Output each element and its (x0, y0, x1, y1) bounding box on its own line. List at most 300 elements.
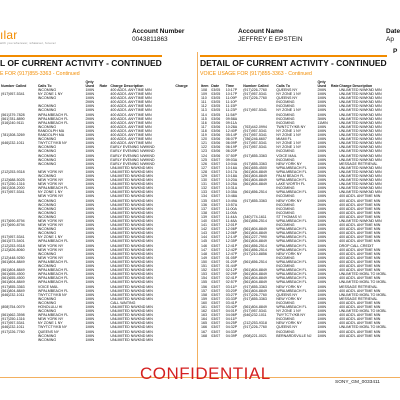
column-header: Charge (175, 84, 188, 88)
table-cell: INCOMING (37, 198, 57, 203)
table-cell: (561)804-8849 (243, 178, 267, 183)
bates-number: SONY_GM_0033411 (335, 380, 380, 385)
table-cell: (212)448-9250 (1, 255, 25, 260)
table-cell: 06:19P (225, 145, 238, 150)
table-cell: WPALMBEACH FL (276, 304, 307, 309)
table-cell: INCOMING (276, 202, 295, 207)
table-cell: 03/07 (211, 190, 221, 195)
table-cell: 11:10P (225, 100, 237, 105)
table-cell: 03/07 (211, 317, 221, 322)
table-cell: 1MIN (85, 157, 95, 162)
table-cell: 12:47P (225, 251, 238, 256)
table-cell: 1MIN (85, 317, 95, 322)
table-cell: 1MIN (317, 300, 327, 305)
table-cell: UNLIMITED N/WKND MIN (339, 128, 382, 133)
table-cell: 145 (201, 239, 207, 244)
left-section-subtitle: E FOR (917)855-3363 - Continued (0, 71, 80, 77)
table-cell: 1MIN (317, 313, 327, 318)
table-cell: 03:27P (225, 292, 238, 297)
table-cell: 1MIN (317, 104, 327, 109)
table-cell: (917)690-8794 (1, 223, 25, 228)
table-cell: 12:06P (225, 227, 238, 232)
right-usage-table-container (200, 80, 400, 370)
table-cell: INCOMING (37, 173, 57, 178)
table-cell: 117 (201, 124, 207, 129)
table-cell: UNLIMITED N/WKND MIN (110, 292, 153, 297)
table-cell: 03/07 (211, 272, 221, 277)
table-cell: 1MIN (317, 145, 327, 150)
left-table-body (0, 88, 196, 342)
table-cell: 165 (201, 321, 207, 326)
table-cell: 1MIN (317, 288, 327, 293)
table-cell: 12:41P (225, 243, 238, 248)
table-cell: UNLIMITED N/WKND MIN (110, 304, 153, 309)
column-header: Charge Description (339, 84, 373, 88)
table-cell: UNLIMITED N/WKND MIN (339, 108, 382, 113)
table-cell: UNLIMITED N/WKND MIN (110, 239, 153, 244)
table-cell: 10:17P (225, 92, 238, 97)
table-cell: NY ZONE 1 NY (37, 92, 63, 97)
table-cell: 03/07 (211, 309, 221, 314)
table-cell: 03:33P (225, 296, 238, 301)
table-cell: NEW YORK NY (37, 219, 64, 223)
table-cell: NEW YORK NY (37, 169, 64, 174)
table-cell: 12:14P (225, 235, 238, 240)
table-cell: UNLIMITED N/WKND MIN (339, 141, 382, 146)
table-cell: (561)856-2514 (243, 243, 267, 248)
left-usage-table (0, 80, 196, 342)
table-cell: 1MIN (85, 284, 95, 289)
table-cell: UNLIMITED N/WKND MIN (110, 276, 153, 281)
table-cell: 133 (201, 190, 207, 195)
table-cell: 2MIN (317, 88, 327, 92)
table-cell: 1MIN (85, 124, 95, 129)
table-cell: 1MIN (317, 231, 327, 236)
table-cell: 123 (201, 149, 207, 154)
table-cell: (786)246-6607 (243, 137, 267, 142)
table-cell: MESSAGE RETRIEVAL (339, 296, 378, 301)
table-cell: 03/07 (211, 219, 221, 223)
table-cell: INCOMING (37, 96, 57, 101)
table-cell: (561)804-8849 (243, 231, 267, 236)
table-cell: (917)957-5341 (243, 128, 267, 133)
column-header: Item (201, 84, 209, 88)
table-cell: (212)253-9318 (243, 321, 267, 326)
table-cell: (561)655-4500 (243, 165, 267, 170)
table-cell: 166 (201, 325, 207, 330)
table-cell: UNLIMITED N/WKND MIN (339, 104, 382, 109)
table-cell: PALM BEACH FL (276, 173, 305, 178)
table-cell: 10:31A (225, 186, 238, 191)
table-cell: 1MIN (85, 333, 95, 338)
table-cell: WPALMBEACH FL (37, 116, 69, 121)
table-cell: 1MIN (317, 276, 327, 281)
table-cell: INCOMING (37, 251, 57, 256)
table-cell: 1MIN (85, 96, 95, 101)
table-cell: 400 ADD'L ANYTIME MIN (339, 264, 381, 269)
table-cell: (561)804-8849 (243, 169, 267, 174)
table-cell: 11:23P (225, 108, 237, 113)
table-cell: UNLIMITED N/WKND MIN (110, 210, 153, 215)
table-cell: WPALMBEACH FL (37, 120, 69, 125)
table-cell: UNLIMITED N/WKND MIN (110, 231, 153, 236)
table-cell: TWYTCTY/KB NY (37, 141, 67, 146)
table-cell: 1MIN (317, 227, 327, 232)
table-cell: (561)804-8849 (1, 259, 25, 264)
table-cell: UNLIMITED N/WKND MIN (339, 145, 382, 150)
table-cell: (917)226-7760 (243, 88, 267, 92)
table-cell: 10:25A (225, 182, 238, 187)
table-cell: (561)804-8849 (243, 227, 267, 232)
table-cell: 119 (201, 133, 207, 138)
table-cell: UNLIMITED N/WKND MIN (110, 169, 153, 174)
table-cell: QUEENS NY (276, 325, 298, 330)
table-cell: 400 ADD'L ANYTIME MIN (339, 276, 381, 281)
table-cell: 04:39P (225, 333, 238, 338)
carrier-logo (0, 28, 56, 45)
table-cell: INCOMING (37, 88, 57, 92)
table-cell: TWYTCTY/KB NY (37, 325, 67, 330)
date-block (386, 28, 400, 44)
table-cell: UNLIMITED N/WKND MIN (339, 137, 382, 142)
table-cell: 1MIN (317, 178, 327, 183)
table-cell: 1MIN (85, 231, 95, 236)
table-cell: UNLIMITED N/WKND MIN (110, 186, 153, 191)
table-cell: 400 ADD'L ANYTIME MIN (339, 317, 381, 322)
table-cell: 05:14P (225, 133, 238, 138)
table-cell: NY ZONE 1 NY (37, 321, 63, 326)
table-cell: UNLIMITED N/WKND MIN (110, 194, 153, 199)
table-cell: 11:15P (225, 104, 237, 109)
table-cell: 1MIN (317, 317, 327, 322)
table-cell: INCOMING (276, 210, 295, 215)
table-cell: WPALMBEACH FL (276, 268, 307, 273)
table-cell: 147 (201, 247, 207, 252)
table-cell: 03/07 (211, 333, 221, 338)
table-cell: (917)250-1316 (1, 182, 25, 187)
table-cell: (917)855-3363 (243, 296, 267, 301)
table-cell: HONOLULU HI (37, 304, 63, 309)
table-cell: 03/07 (211, 161, 221, 166)
column-header: Number Called (243, 84, 269, 88)
table-cell: (561)781-8890 (1, 116, 25, 121)
table-cell: UNLIMITED N/WKND MIN (110, 288, 153, 293)
table-cell: NEW YORK NY (276, 198, 302, 203)
table-row (200, 239, 400, 243)
table-cell: 03/07 (211, 202, 221, 207)
table-cell: UNLIMITED N/WKND MIN (110, 206, 153, 211)
table-cell: (561)856-2514 (243, 247, 267, 252)
table-cell: 163 (201, 313, 207, 318)
table-cell: NY ZONE 1 NY (276, 108, 302, 113)
column-header: Qnty Used (85, 80, 95, 88)
table-cell: INCOMING (37, 153, 57, 158)
table-cell: INCOMING (37, 104, 57, 109)
table-cell: 10:17P (225, 88, 238, 92)
table-cell: 400 ADD'L ANYTIME MIN (339, 255, 381, 260)
table-cell: 1MIN (85, 202, 95, 207)
table-cell: UNLIMITED N/WKND MIN (339, 219, 382, 223)
table-cell: (561)804-8849 (243, 288, 267, 293)
table-cell: 01:05P (225, 255, 238, 260)
table-cell: 12:40P (225, 128, 238, 133)
table-cell: (917)957-5341 (243, 309, 267, 314)
table-cell: UNLIMITED N/WKND MIN (110, 333, 153, 338)
table-cell: 400 ADD'L ANYTIME MIN (339, 268, 381, 273)
table-cell: 1MIN (85, 194, 95, 199)
table-cell: 2MIN (85, 178, 95, 183)
table-cell: WPALMBEACH FL (276, 190, 307, 195)
table-cell: RANDOLPH MA (37, 133, 65, 138)
table-cell: UNLIMITED N/WKND MIN (110, 243, 153, 248)
table-cell: 1MIN (317, 128, 327, 133)
table-cell: (212)826-8060 (1, 247, 25, 252)
table-cell: UNLIMITED MOBL TO MOBL (339, 292, 387, 297)
table-cell: 03/07 (211, 178, 221, 183)
table-cell: 03/06 (211, 116, 221, 121)
table-cell: 2MIN (317, 202, 327, 207)
table-cell: (561)804-8849 (1, 268, 25, 273)
table-cell: (917)957-5341 (1, 190, 25, 195)
table-cell: 03/07 (211, 198, 221, 203)
table-cell: 400 ADD'L ANYTIME MIN (339, 198, 381, 203)
table-cell: 1MIN (317, 219, 327, 223)
table-cell: 03/07 (211, 268, 221, 273)
table-cell: (917)855-3363 (243, 161, 267, 166)
table-cell: 122 (201, 145, 207, 150)
table-cell: 400 ADD'L ANYTIME MIN (339, 321, 381, 326)
table-cell: 10:04A (225, 161, 238, 166)
table-cell: 03/07 (211, 227, 221, 232)
table-cell: 1MIN (85, 321, 95, 326)
table-cell: 1MIN (317, 161, 327, 166)
table-cell: 04:33P (225, 329, 238, 334)
table-cell: 400 ADD'L ANYTIME MIN (339, 214, 381, 219)
table-cell: 1MIN (85, 268, 95, 273)
table-cell: (340)774-1611 (243, 214, 267, 219)
table-cell: 160 (201, 300, 207, 305)
table-cell: 1MIN (85, 210, 95, 215)
table-cell: (917)957-5341 (1, 321, 25, 326)
table-cell: INCOMING (276, 186, 295, 191)
table-cell: 2MIN (85, 116, 95, 121)
table-cell: 10:57A (225, 202, 238, 207)
table-cell: 400 ADD'L ANYTIME MIN (339, 304, 381, 309)
table-cell: UNLIMITED N/WKND MIN (110, 309, 153, 314)
table-cell: INCOMING (37, 333, 57, 338)
table-cell: 1MIN (317, 223, 327, 228)
account-name-value: JEFFREY E EPSTEIN (238, 36, 303, 43)
table-cell: 07:50P (225, 153, 238, 158)
table-cell: 03/06 (211, 128, 221, 133)
table-cell: (917)226-7760 (243, 292, 267, 297)
table-cell: 11:48A (225, 219, 237, 223)
table-cell: (917)957-5341 (243, 133, 267, 138)
table-cell: 113 (201, 108, 207, 113)
table-cell: 1MIN (317, 268, 327, 273)
column-divider (197, 52, 198, 377)
table-cell: UNLIMITED N/WKND MIN (339, 100, 382, 105)
table-cell: 154 (201, 276, 207, 281)
table-cell: 1MIN (85, 165, 95, 170)
table-cell: WPALMBEACH FL (37, 288, 69, 293)
table-cell: 1MIN (317, 96, 327, 101)
table-cell: 1MIN (85, 133, 95, 138)
table-cell: WPALMBEACH FL (37, 112, 69, 117)
table-cell: (917)957-5341 (243, 141, 267, 146)
table-cell: UNLIMITED N/WKND MIN (110, 337, 153, 342)
right-section-subtitle: VOICE USAGE FOR (917)855-3363 - Continued (200, 71, 312, 77)
table-cell: 400 ADD'L ANYTIME MIN (339, 259, 381, 264)
table-cell: 1MIN (85, 243, 95, 248)
table-cell: WPALMBEACH FL (276, 259, 307, 264)
table-cell: INCOMING (37, 124, 57, 129)
table-cell: NEW YORK NY (37, 255, 64, 260)
table-cell: 114 (201, 112, 207, 117)
table-cell: INCOMING (37, 137, 57, 142)
table-cell: 400 ADD'L ANYTIME MIN (110, 124, 152, 129)
table-cell: UNLIMITED N/WKND MIN (110, 165, 153, 170)
table-cell: 1MIN (317, 309, 327, 314)
column-header: Number Called (1, 84, 27, 88)
table-cell: VOICE MAIL (37, 284, 59, 289)
table-cell: 03/05 (211, 112, 221, 117)
table-cell: 03/07 (211, 296, 221, 301)
table-cell: (561)856-2514 (243, 219, 267, 223)
table-cell: 1MIN (317, 304, 327, 309)
table-cell: INCOMING (276, 120, 295, 125)
table-cell: 1MIN (317, 292, 327, 297)
table-cell: 1MIN (317, 100, 327, 105)
table-cell: 1MIN (85, 88, 95, 92)
table-cell: 12:06P (225, 231, 238, 236)
table-cell: UNLIMITED N/WKND MIN (110, 227, 153, 232)
table-cell: INCOMING (37, 202, 57, 207)
table-cell: UNLIMITED N/WKND MIN (339, 165, 382, 170)
table-cell: WPALMBEACH FL (276, 288, 307, 293)
table-cell: 1MIN (85, 276, 95, 281)
table-cell: 400 ADD'L ANYTIME MIN (339, 210, 381, 215)
table-cell: 03/07 (211, 223, 221, 228)
table-cell: INCOMING (276, 255, 295, 260)
table-cell: 1MIN (85, 288, 95, 293)
table-cell: 1MIN (85, 247, 95, 252)
table-cell: (561)804-8849 (1, 280, 25, 285)
table-cell: 400 ADD'L ANYTIME MIN (339, 194, 381, 199)
table-cell: 03/06 (211, 133, 221, 138)
table-cell: NY ZONE 1 NY (37, 235, 63, 240)
column-header: Qnty Used (317, 80, 327, 88)
table-cell: UNLIMITED N/WKND MIN (110, 259, 153, 264)
table-cell: 400 ADD'L ANYTIME MIN (110, 116, 152, 121)
table-cell: WPALMBEACH FL (276, 227, 307, 232)
table-cell: UNLIMITED N/WKND MIN (110, 190, 153, 195)
table-cell: NEW YORK NY (37, 182, 64, 187)
table-cell: 138 (201, 210, 207, 215)
table-cell: INCOMING (37, 227, 57, 232)
date-label: Date (386, 28, 400, 35)
table-cell: 168 (201, 333, 207, 338)
table-cell: 04:25P (225, 321, 238, 326)
table-cell: 10:20A (225, 178, 238, 183)
table-cell: 400 ADD'L ANYTIME MIN (339, 313, 381, 318)
table-cell: 1MIN (85, 264, 95, 269)
table-cell: UNLIMITED N/WKND MIN (339, 186, 382, 191)
table-cell: 161 (201, 304, 207, 309)
table-cell: UNLIMITED N/WKND MIN (110, 325, 153, 330)
table-cell: 03/06 (211, 145, 221, 150)
table-cell: 1MIN (85, 112, 95, 117)
table-cell: 108 (201, 88, 207, 92)
table-cell: WPALMBEACH FL (37, 272, 69, 277)
table-cell: UNLIMITED MOBL TO MOBL (339, 272, 387, 277)
left-section-title: L OF CURRENT ACTIVITY - CONTINUED (0, 58, 162, 68)
table-cell: 03/05 (211, 92, 221, 97)
table-cell: 109 (201, 92, 207, 97)
table-cell: 1MIN (317, 198, 327, 203)
table-cell: NEW YORK NY (37, 247, 64, 252)
table-cell: 03/07 (211, 264, 221, 269)
table-cell: INCOMING (276, 329, 295, 334)
table-cell: (917)226-7760 (1, 329, 25, 334)
table-cell: RANDOLPH MA (37, 128, 65, 133)
table-cell: (561)804-8849 (243, 182, 267, 187)
table-cell: 1MIN (317, 186, 327, 191)
table-cell: 1MIN (85, 313, 95, 318)
date-value: Ap (386, 36, 394, 43)
table-cell: 03/07 (211, 292, 221, 297)
table-cell: 400 ADD'L ANYTIME MIN (339, 235, 381, 240)
account-number-value: 0043811863 (132, 36, 168, 43)
table-cell: 115 (201, 116, 207, 121)
table-cell: UNLIMITED MOBL TO MOBL (339, 309, 387, 314)
table-cell: UNLIMITED N/WKND MIN (110, 321, 153, 326)
table-cell: UNLIMITED N/WKND MIN (110, 198, 153, 203)
table-cell: 1MIN (85, 309, 95, 314)
table-cell: NY ZONE 1 NY (276, 92, 302, 97)
table-cell: INCOMING (276, 264, 295, 269)
table-cell: 10:48A (225, 194, 238, 199)
left-usage-table-container (0, 80, 196, 370)
table-cell: CALL WAITING (110, 300, 136, 305)
table-cell: 03/06 (211, 149, 221, 154)
table-cell: WPALMBEACH FL (37, 268, 69, 273)
table-cell: 140 (201, 219, 207, 223)
table-cell: INCOMING (37, 108, 57, 113)
table-cell: 1MIN (85, 104, 95, 109)
left-table-header (0, 80, 196, 88)
table-cell: 157 (201, 288, 207, 293)
table-cell: 112 (201, 104, 207, 109)
table-cell: 03/07 (211, 284, 221, 289)
table-cell: TWNTCTY/KB NY (276, 124, 306, 129)
table-cell: INCOMING (37, 214, 57, 219)
table-cell: 1MIN (85, 153, 95, 158)
table-cell: 1MIN (317, 280, 327, 285)
column-header: Calls To (37, 84, 52, 88)
table-cell: 132 (201, 186, 207, 191)
table-cell: 1MIN (85, 300, 95, 305)
table-cell: 1MIN (317, 137, 327, 142)
table-cell: EARLY EVENING N/WKND (110, 153, 155, 158)
table-cell: 11:09A (225, 210, 237, 215)
table-row (200, 108, 400, 112)
table-cell: MIAMI FL (276, 137, 292, 142)
table-cell: 1MIN (317, 153, 327, 158)
table-cell: 1MIN (317, 157, 327, 162)
table-cell: TWYTCTY/KB NY (37, 292, 67, 297)
table-cell: EARLY EVENING N/WKND (110, 157, 155, 162)
